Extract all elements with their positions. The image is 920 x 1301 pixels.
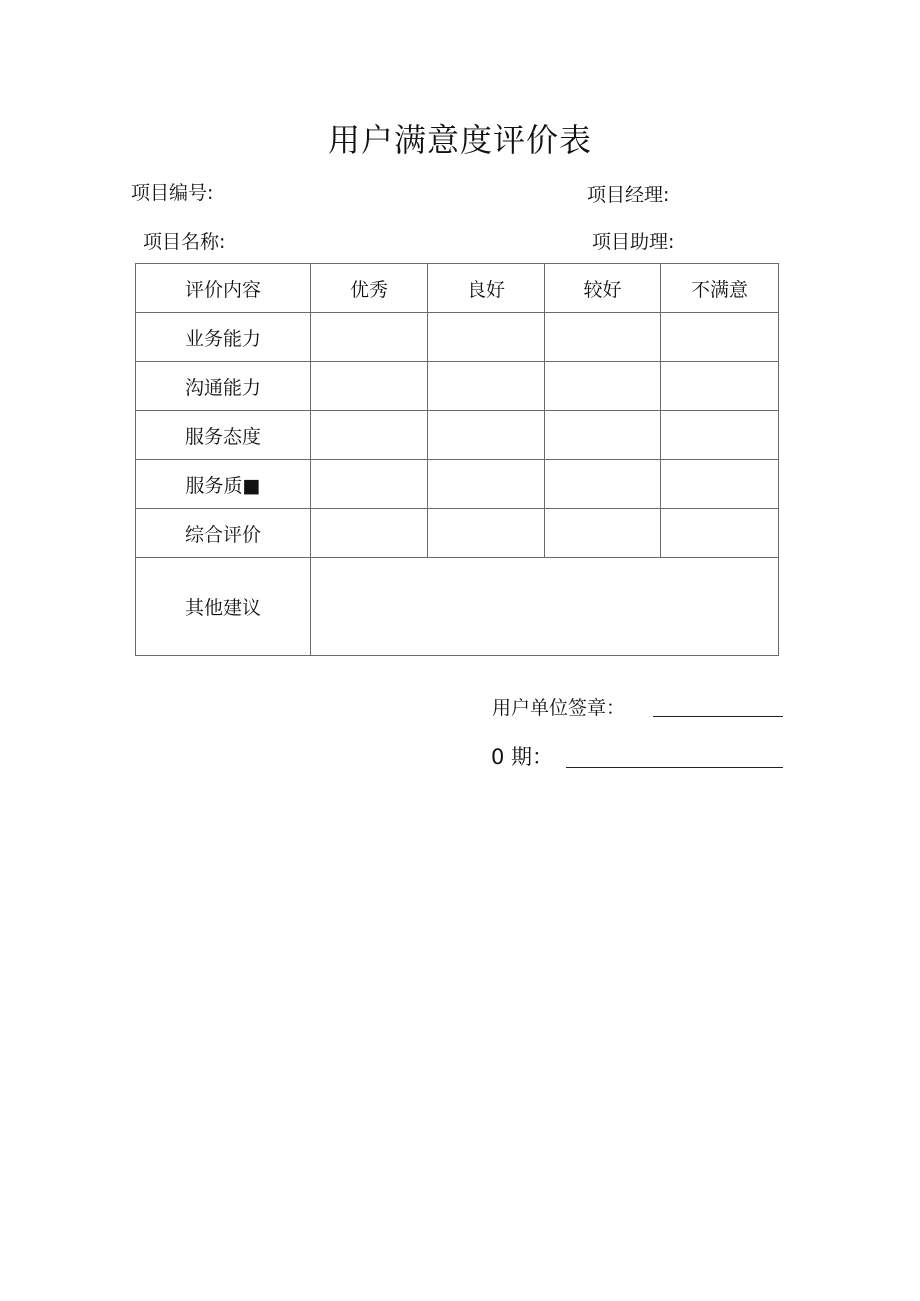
table-row — [136, 460, 779, 509]
header-excellent: 优秀 — [311, 264, 428, 313]
rating-cell[interactable] — [428, 460, 545, 509]
rating-cell[interactable] — [661, 313, 779, 362]
suggestion-input-area[interactable] — [311, 558, 779, 656]
rating-cell[interactable] — [311, 362, 428, 411]
form-title: 用户满意度评价表 — [327, 121, 592, 159]
header-unsatisfied: 不满意 — [661, 264, 779, 313]
rating-cell[interactable] — [311, 411, 428, 460]
project-name-label: 项目名称: — [143, 231, 226, 253]
table-row — [136, 509, 779, 558]
rating-cell[interactable] — [661, 362, 779, 411]
rating-cell[interactable] — [661, 509, 779, 558]
suggestion-label: 其他建议 — [136, 558, 311, 656]
rating-cell[interactable] — [545, 460, 661, 509]
row-label: 服务质■ — [136, 460, 311, 509]
rating-cell[interactable] — [428, 509, 545, 558]
suggestion-row — [136, 558, 779, 656]
rating-cell[interactable] — [428, 362, 545, 411]
rating-cell[interactable] — [661, 460, 779, 509]
date-line[interactable] — [566, 767, 783, 768]
date-label: 0 期： — [491, 745, 554, 769]
rating-cell[interactable] — [311, 460, 428, 509]
unit-seal-line[interactable] — [653, 716, 783, 717]
rating-cell[interactable] — [311, 509, 428, 558]
rating-cell[interactable] — [428, 411, 545, 460]
row-label: 业务能力 — [136, 313, 311, 362]
project-number-label: 项目编号: — [131, 182, 214, 204]
project-assistant-label: 项目助理: — [592, 231, 675, 253]
project-manager-label: 项目经理: — [587, 184, 670, 206]
rating-cell[interactable] — [545, 313, 661, 362]
evaluation-table — [135, 263, 779, 656]
rating-cell[interactable] — [311, 313, 428, 362]
header-fair: 较好 — [545, 264, 661, 313]
rating-cell[interactable] — [545, 411, 661, 460]
rating-cell[interactable] — [545, 362, 661, 411]
rating-cell[interactable] — [545, 509, 661, 558]
rating-cell[interactable] — [661, 411, 779, 460]
header-good: 良好 — [428, 264, 545, 313]
unit-seal-label: 用户单位签章： — [492, 697, 626, 719]
header-criteria: 评价内容 — [136, 264, 311, 313]
table-header-row — [136, 264, 779, 313]
row-label: 综合评价 — [136, 509, 311, 558]
row-label: 服务态度 — [136, 411, 311, 460]
table-row — [136, 411, 779, 460]
table-row — [136, 313, 779, 362]
row-label: 沟通能力 — [136, 362, 311, 411]
table-row — [136, 362, 779, 411]
rating-cell[interactable] — [428, 313, 545, 362]
